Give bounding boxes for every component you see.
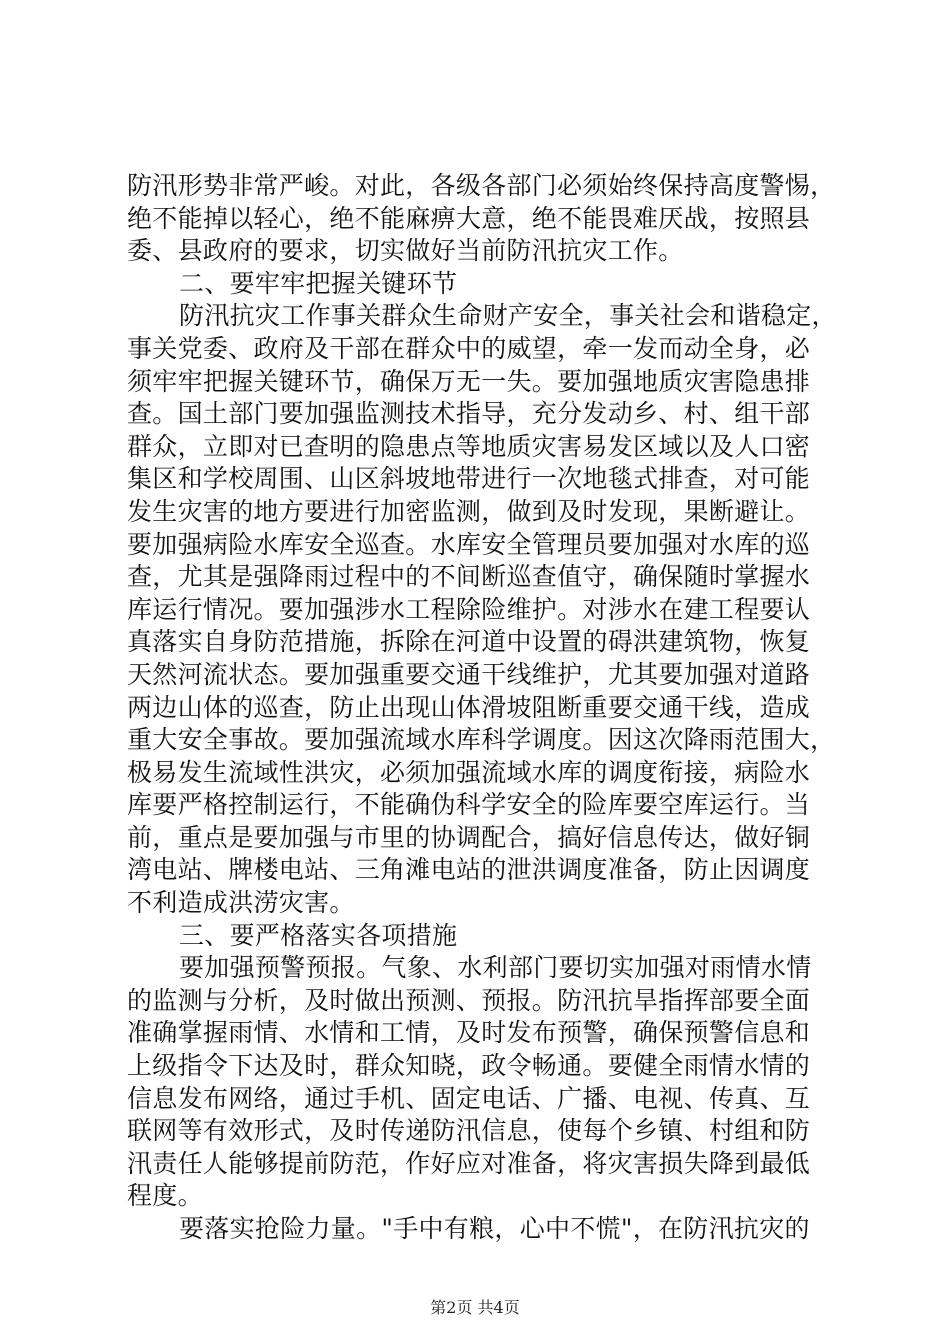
text-line: 重大安全事故。要加强流域水库科学调度。因这次降雨范围大， (127, 725, 836, 755)
text-line: 天然河流状态。要加强重要交通干线维护，尤其要加强对道路 (127, 659, 811, 689)
paragraph-start-line: 防汛抗灾工作事关群众生命财产安全，事关社会和谐稳定， (179, 301, 837, 331)
text-line: 两边山体的巡查，防止出现山体滑坡阻断重要交通干线，造成 (127, 692, 811, 722)
text-line: 库要严格控制运行，不能确伪科学安全的险库要空库运行。当 (127, 790, 811, 820)
text-line: 程度。 (127, 1181, 203, 1211)
page-number-footer: 第2页 共4页 (430, 1298, 520, 1317)
paragraph-start-line: 要加强预警预报。气象、水利部门要切实加强对雨情水情 (179, 953, 812, 983)
text-line: 联网等有效形式，及时传递防汛信息，使每个乡镇、村组和防 (127, 1116, 811, 1146)
text-line: 不利造成洪涝灾害。 (127, 888, 355, 918)
section-heading: 二、要牢牢把握关键环节 (179, 268, 458, 298)
text-line: 湾电站、牌楼电站、三角滩电站的泄洪调度准备，防止因调度 (127, 855, 811, 885)
text-line: 真落实自身防范措施，拆除在河道中设置的碍洪建筑物，恢复 (127, 627, 811, 657)
text-line: 群众，立即对已查明的隐患点等地质灾害易发区域以及人口密 (127, 431, 811, 461)
text-line: 汛责任人能够提前防范，作好应对准备，将灾害损失降到最低 (127, 1148, 811, 1178)
text-line: 集区和学校周围、山区斜坡地带进行一次地毯式排查，对可能 (127, 464, 811, 494)
text-line: 查。国土部门要加强监测技术指导，充分发动乡、村、组干部 (127, 399, 811, 429)
text-line: 上级指令下达及时，群众知晓，政令畅通。要健全雨情水情的 (127, 1051, 811, 1081)
text-line: 须牢牢把握关键环节，确保万无一失。要加强地质灾害隐患排 (127, 366, 811, 396)
text-line: 的监测与分析，及时做出预测、预报。防汛抗旱指挥部要全面 (127, 985, 811, 1015)
paragraph-start-line: 要落实抢险力量。"手中有粮，心中不慌"，在防汛抗灾的 (179, 1214, 810, 1243)
text-line: 查，尤其是强降雨过程中的不间断巡查值守，确保随时掌握水 (127, 562, 811, 592)
section-heading: 三、要严格落实各项措施 (179, 920, 458, 950)
text-line: 要加强病险水库安全巡查。水库安全管理员要加强对水库的巡 (127, 529, 811, 559)
text-line: 绝不能掉以轻心，绝不能麻痹大意，绝不能畏难厌战，按照县 (127, 203, 811, 233)
text-line: 发生灾害的地方要进行加密监测，做到及时发现，果断避让。 (127, 496, 811, 526)
text-line: 准确掌握雨情、水情和工情，及时发布预警，确保预警信息和 (127, 1018, 811, 1048)
text-line: 极易发生流域性洪灾，必须加强流域水库的调度衔接，病险水 (127, 757, 811, 787)
text-line: 事关党委、政府及干部在群众中的威望，牵一发而动全身，必 (127, 333, 811, 363)
text-line: 防汛形势非常严峻。对此，各级各部门必须始终保持高度警惕， (127, 171, 836, 200)
text-line: 信息发布网络，通过手机、固定电话、广播、电视、传真、互 (127, 1083, 811, 1113)
text-line: 委、县政府的要求，切实做好当前防汛抗灾工作。 (127, 236, 684, 266)
body-text (127, 170, 847, 1246)
text-line: 前，重点是要加强与市里的协调配合，搞好信息传达，做好铜 (127, 822, 811, 852)
text-line: 库运行情况。要加强涉水工程除险维护。对涉水在建工程要认 (127, 594, 811, 624)
